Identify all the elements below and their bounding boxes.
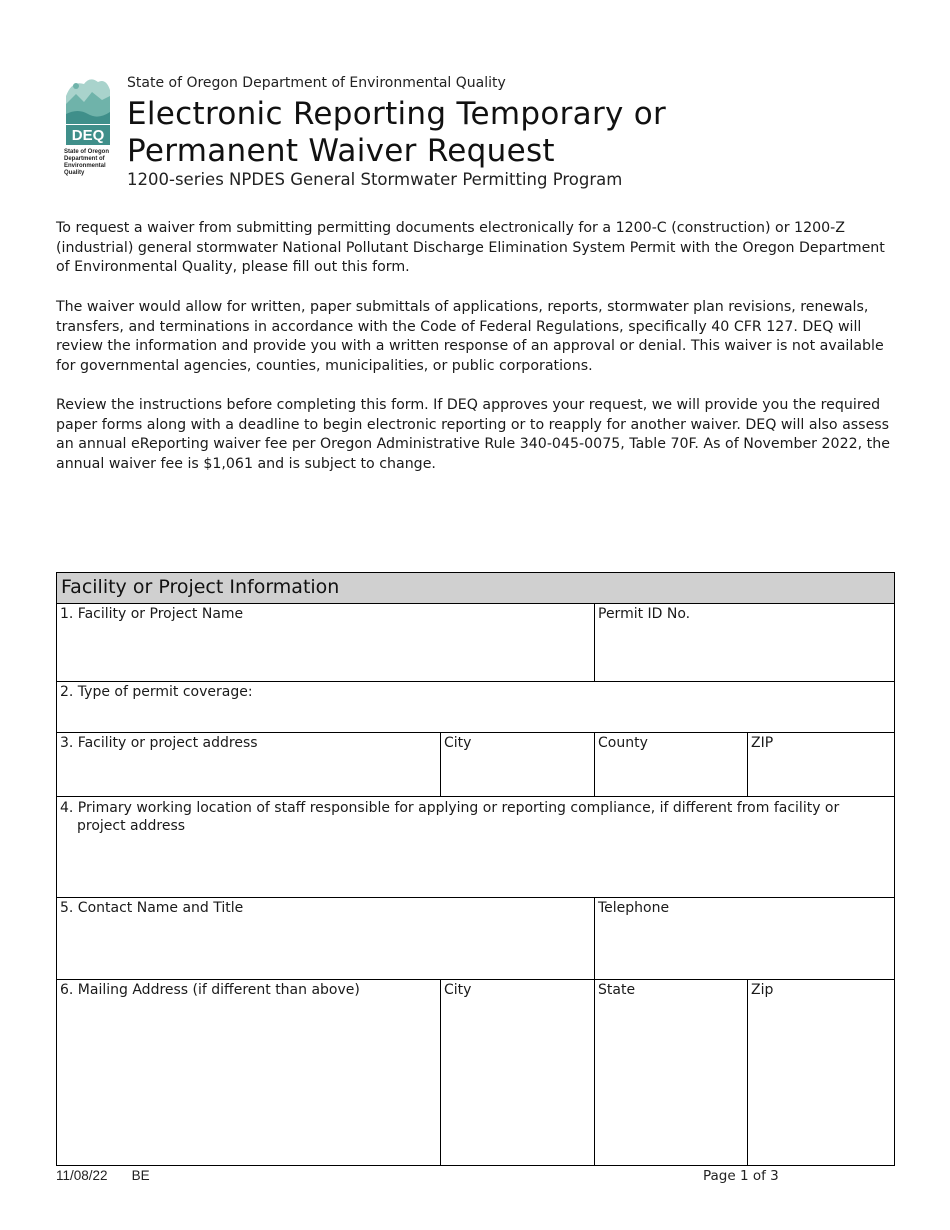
permit-id-field[interactable]: Permit ID No. — [595, 604, 894, 682]
intro-paragraph-2: The waiver would allow for written, paper submittals of applications, reports, stormwater plan revisions, renewals, transfers, and terminations in accordance with the Code of Federal Regulations, specifically 40 CFR 127. DEQ will review the information and provide you with a written response of an approval or denial. This waiver is not available for governmental agencies, counties, municipalities, or public corporations. — [56, 299, 884, 374]
agency-name: State of Oregon Department of Environmental Quality — [127, 75, 506, 91]
facility-county-field[interactable]: County — [595, 733, 748, 797]
section-title: Facility or Project Information — [57, 573, 894, 604]
intro-paragraph-1: To request a waiver from submitting permitting documents electronically for a 1200-C (construction) or 1200-Z (industrial) general stormwater National Pollutant Discharge Elimination System Permit with the Oregon Department of Environmental Quality, please fill out this form. — [56, 220, 885, 276]
logo-label: DEQ — [71, 127, 105, 144]
footer-date: 11/08/22 — [56, 1168, 108, 1183]
facility-zip-field[interactable]: ZIP — [748, 733, 894, 797]
permit-type-field[interactable]: 2. Type of permit coverage: — [57, 682, 894, 733]
page-number: Page 1 of 3 — [703, 1168, 779, 1184]
work-location-field[interactable]: 4. Primary working location of staff responsible for applying or reporting compliance, if different from facility or project address — [57, 797, 894, 898]
contact-name-field[interactable]: 5. Contact Name and Title — [57, 898, 595, 980]
mailing-state-field[interactable]: State — [595, 980, 748, 1165]
logo-caption: State of Oregon Department of Environmental Quality — [64, 149, 110, 176]
footer-initials: BE — [131, 1168, 150, 1183]
page-title: Electronic Reporting Temporary or Permanent Waiver Request — [127, 96, 667, 169]
facility-name-field[interactable]: 1. Facility or Project Name — [57, 604, 595, 682]
facility-city-field[interactable]: City — [441, 733, 595, 797]
facility-info-form — [56, 572, 895, 1166]
telephone-field[interactable]: Telephone — [595, 898, 894, 980]
mailing-zip-field[interactable]: Zip — [751, 982, 774, 998]
footer-meta — [56, 1168, 150, 1183]
page-subtitle: 1200-series NPDES General Stormwater Permitting Program — [127, 170, 623, 189]
intro-paragraph-3: Review the instructions before completing this form. If DEQ approves your request, we will provide you the required paper forms along with a deadline to begin electronic reporting or to reapply for another waiver. DEQ will also assess an annual eReporting waiver fee per Oregon Administrative Rule 340-045-0075, Table 70F. As of November 2022, the annual waiver fee is $1,061 and is subject to change. — [56, 397, 890, 472]
facility-address-field[interactable]: 3. Facility or project address — [57, 733, 441, 797]
mailing-city-field[interactable]: City — [441, 980, 595, 1165]
mailing-address-field[interactable]: 6. Mailing Address (if different than above) — [57, 980, 441, 1165]
